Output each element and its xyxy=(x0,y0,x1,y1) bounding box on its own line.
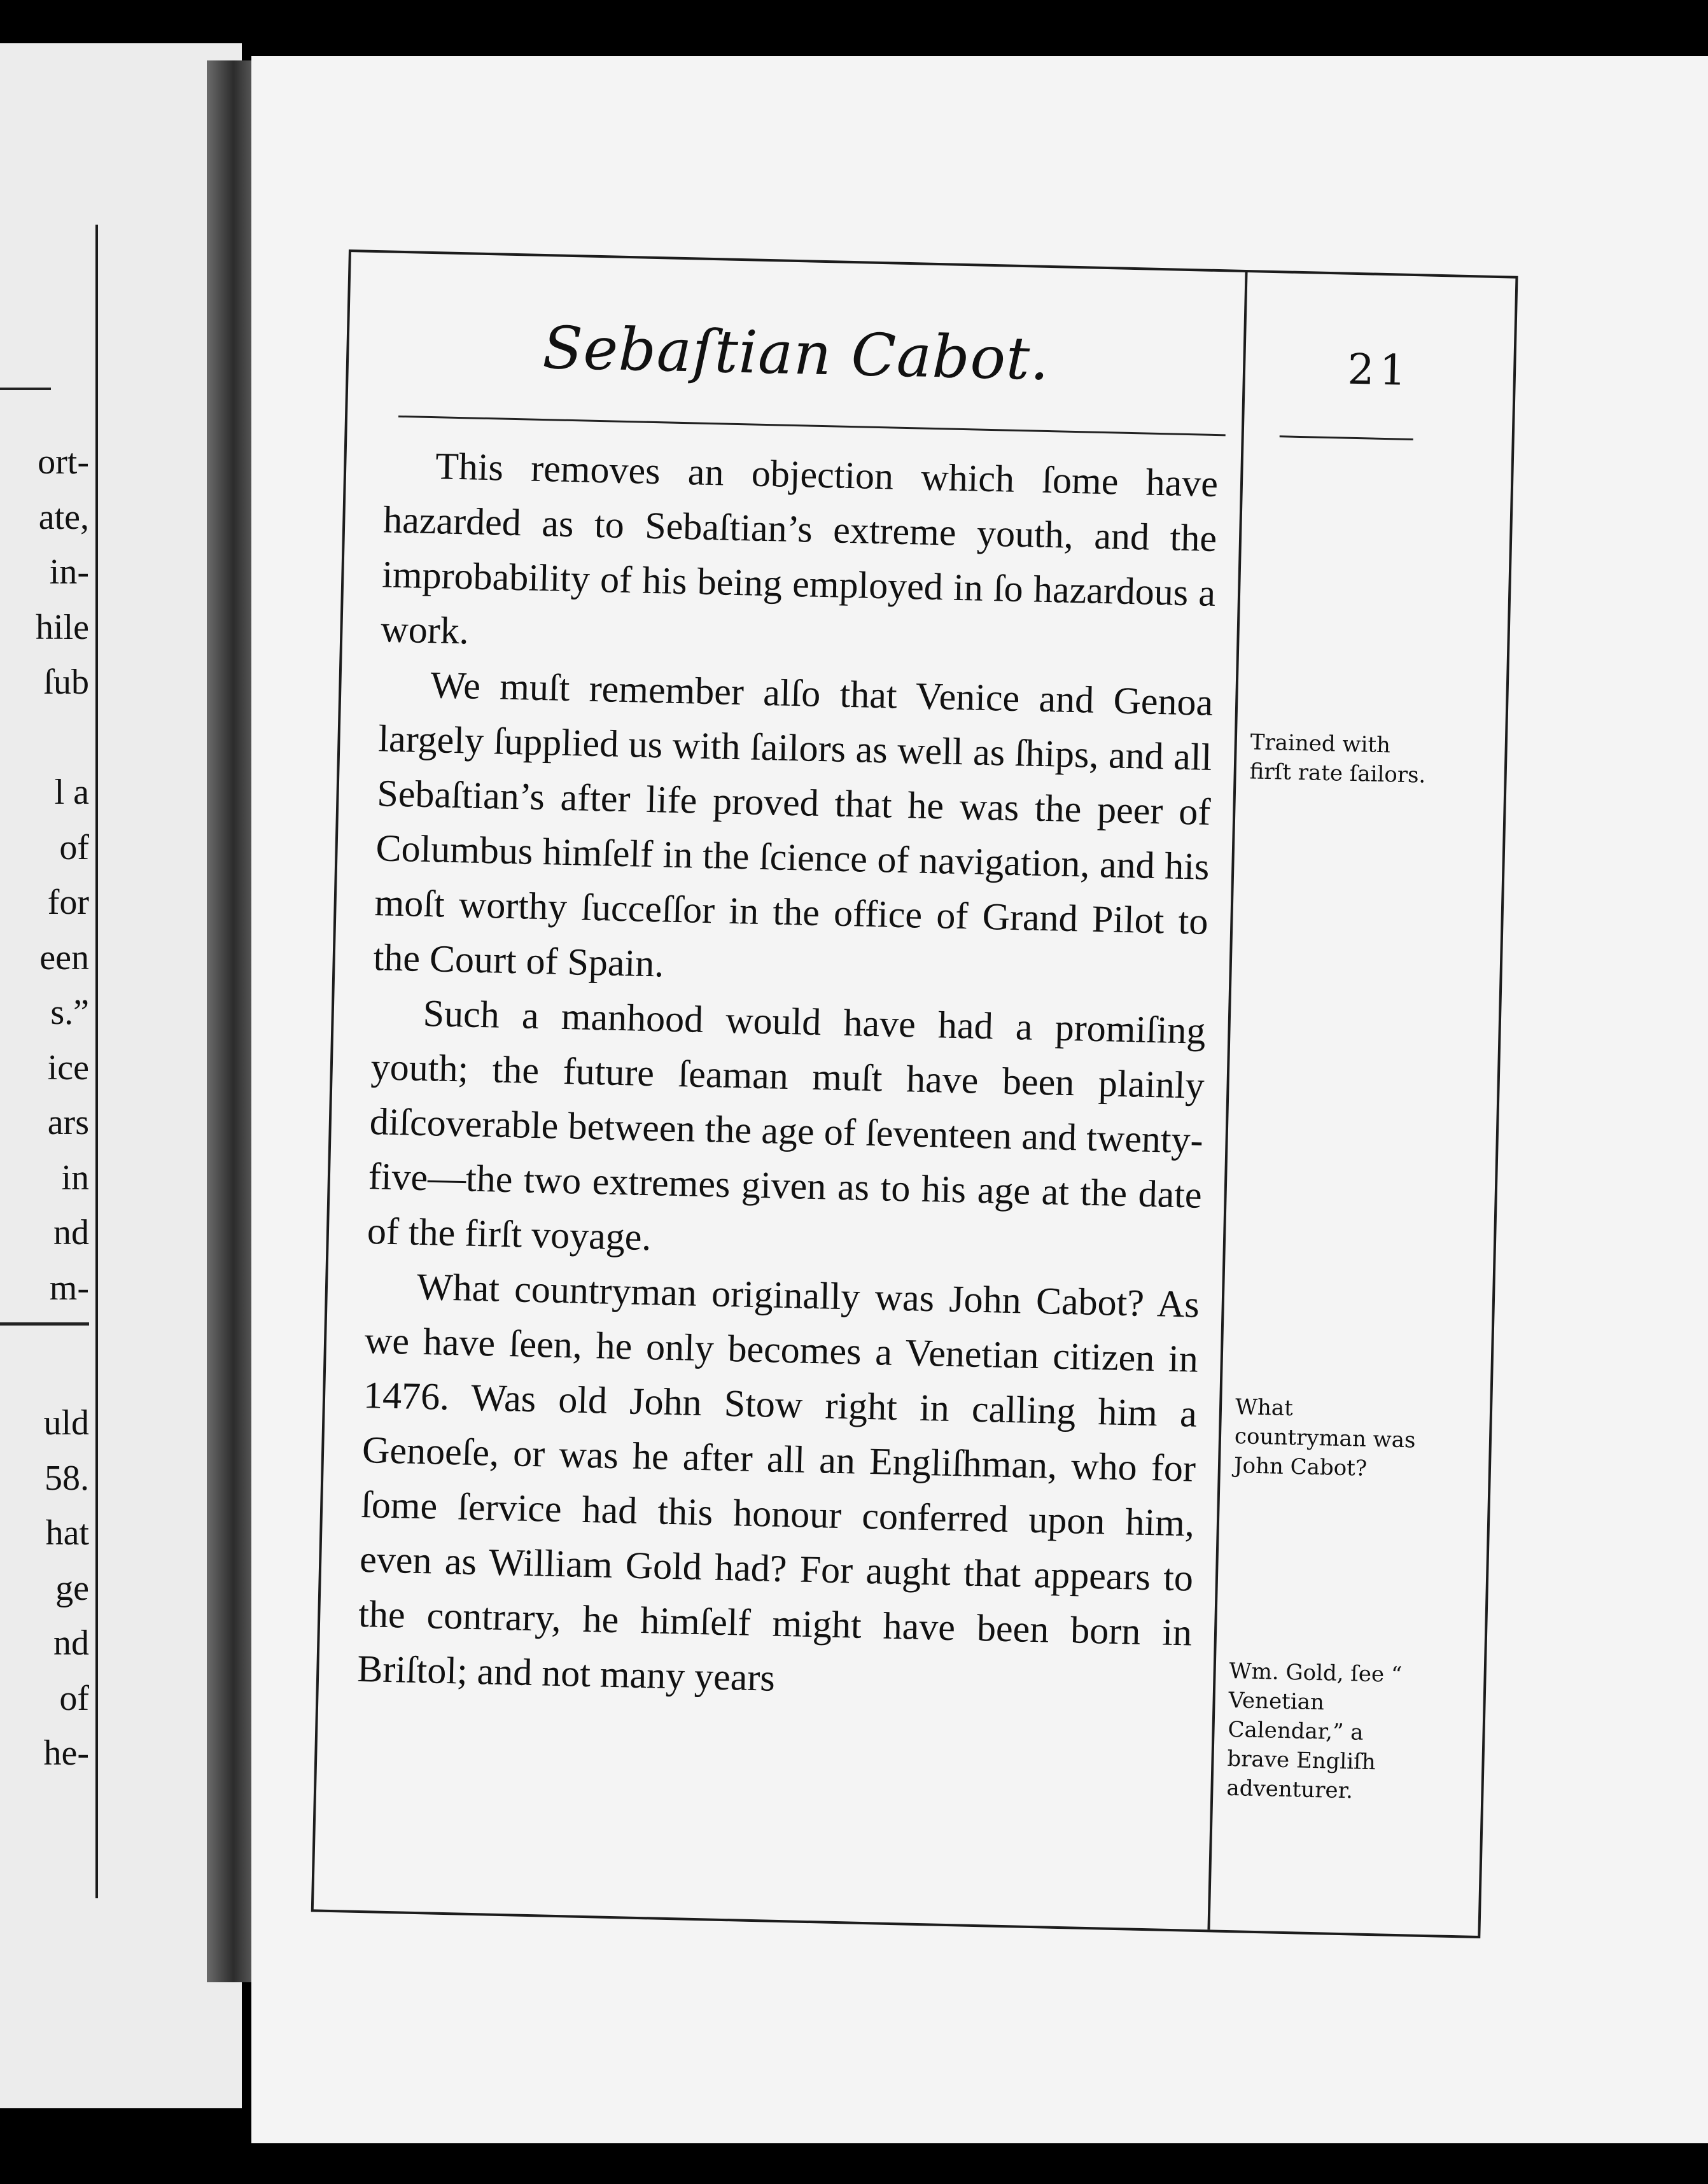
left-page-text-fragments-top xyxy=(0,435,89,1315)
left-page-line-fragment: ice xyxy=(47,1047,89,1088)
left-page-line-fragment: ort- xyxy=(38,442,89,482)
left-page-line-fragment: l a xyxy=(54,773,89,812)
left-page-header-rule xyxy=(0,388,51,390)
left-page-line-fragment: of xyxy=(59,827,89,867)
left-page-line-fragment: ate, xyxy=(38,497,89,537)
left-page-line-fragment: ge xyxy=(55,1568,89,1608)
scan-bottom-edge xyxy=(251,2143,1708,2184)
left-page-line-fragment: nd xyxy=(53,1213,89,1252)
page-frame xyxy=(311,249,1518,1938)
sidenote-john-cabot: What countryman was John Cabot? xyxy=(1233,1394,1416,1481)
margin-header-rule xyxy=(1280,435,1413,440)
left-page-line-fragment: ars xyxy=(47,1103,89,1142)
left-page-line-fragment: he- xyxy=(43,1733,89,1773)
left-page-line-fragment: of xyxy=(59,1678,89,1718)
left-page-line-fragment: 58. xyxy=(45,1458,89,1498)
page-number: 21 xyxy=(1347,344,1412,395)
left-page-line-fragment: hile xyxy=(36,607,89,647)
paragraph: We muſt remember alſo that Venice and Genoa largely ſupplied us with ſailors as well as ſhips, and all Sebaſtian’s after life proved that he was the peer of Columbus himſelf in the ſcience of navigation, and his moſt worthy ſucceſſor in the office of Grand Pilot to the Court of Spain. xyxy=(373,664,1214,985)
left-page-line-fragment: s.” xyxy=(50,993,89,1032)
paragraph: What countryman originally was John Cabot? As we have ſeen, he only becomes a Venetian citizen in 1476. Was old John Stow right in calling him a Genoeſe, or was he after all an Engliſhman, who for ſome ſervice had this honour conferred upon him, even as William Gold had? For aught that appears to the contrary, he himſelf might have been born in Briſtol; and not many years xyxy=(356,1265,1200,1699)
left-page-text-fragments-bottom xyxy=(0,1396,89,1781)
left-page-line-fragment: uld xyxy=(43,1403,89,1443)
left-page-line-fragment: in xyxy=(61,1158,89,1198)
paragraph: This removes an objection which ſome have hazarded as to Sebaſtian’s extreme youth, and the improbability of his being employed in ſo hazardous a work. xyxy=(380,445,1219,652)
left-facing-page xyxy=(0,43,242,2108)
sidenote-william-gold: Wm. Gold, ſee “ Venetian Calendar,” a brave Engliſh adventurer. xyxy=(1226,1658,1403,1804)
header-rule xyxy=(398,416,1226,436)
running-title: Sebaſtian Cabot. xyxy=(542,313,1051,394)
left-page-line-fragment: een xyxy=(39,937,89,977)
left-page-line-fragment: for xyxy=(47,883,89,922)
left-page-section-rule xyxy=(0,1322,89,1326)
sidenote-trained-sailors: Trained with firſt rate ſailors. xyxy=(1249,729,1426,788)
left-page-line-fragment: m- xyxy=(49,1268,89,1308)
left-page-line-fragment xyxy=(0,710,89,766)
paragraph: Such a manhood would have had a promiſing youth; the future ſeaman muſt have been plainly diſcoverable between the age of ſeventeen and twenty-five—the two extremes given as to his age at the date of the firſt voyage. xyxy=(367,991,1207,1259)
left-page-line-fragment: nd xyxy=(53,1623,89,1663)
body-text xyxy=(356,437,1219,1714)
book-gutter xyxy=(207,60,251,1982)
left-page-line-fragment: hat xyxy=(45,1513,89,1553)
left-page-line-fragment: ſub xyxy=(43,662,89,702)
left-page-line-fragment: in- xyxy=(49,552,89,592)
